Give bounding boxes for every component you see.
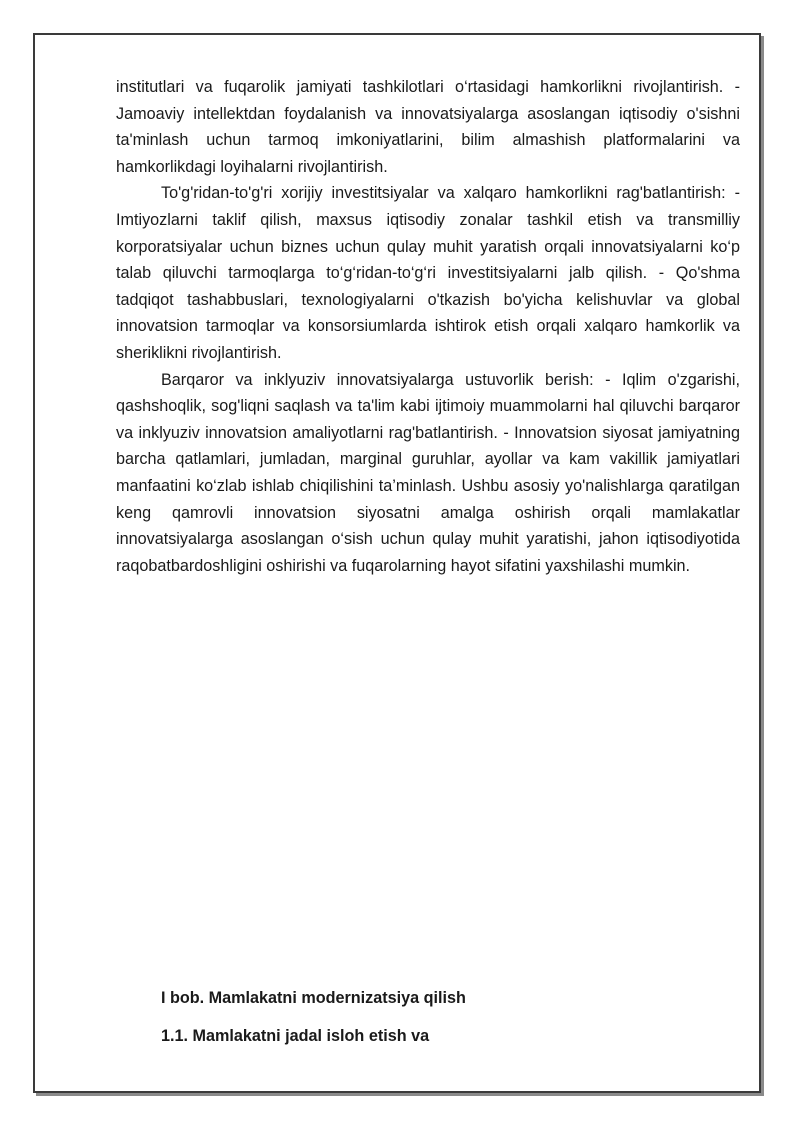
- section-heading: 1.1. Mamlakatni jadal isloh etish va: [161, 1027, 430, 1045]
- paragraph-2: To'g'ridan-to'g'ri xorijiy investitsiyalar va xalqaro hamkorlikni rag'batlantirish: - Imtiyozlarni taklif qilish, maxsus iqtisodiy zonalar tashkil etish va transmilliy korporatsiyalar uchun biznes uchun qulay muhit yaratish orqali innovatsiyalarni ko‘p talab qiluvchi tarmoqlarga to‘g‘ridan-to‘g‘ri investitsiyalarni jalb qilish. - Qo'shma tadqiqot tashabbuslari, texnologiyalarni o'tkazish bo'yicha kelishuvlar va global innovatsion tarmoqlar va konsorsiumlarda ishtirok etish orqali xalqaro hamkorlik va sheriklikni rivojlantirish.: [116, 184, 740, 362]
- body-text: [116, 74, 740, 579]
- paragraph-3: Barqaror va inklyuziv innovatsiyalarga ustuvorlik berish: - Iqlim o'zgarishi, qashshoqlik, sog'liqni saqlash va ta'lim kabi ijtimoiy muammolarni hal qiluvchi barqaror va inklyuziv innovatsion amaliyotlarni rag'batlantirish. - Innovatsion siyosat jamiyatning barcha qatlamlari, jumladan, marginal guruhlar, ayollar va kam vakillik jamiyatlari manfaatini ko‘zlab ishlab chiqilishini ta’minlash. Ushbu asosiy yo'nalishlarga qaratilgan keng qamrovli innovatsion siyosatni amalga oshirish orqali mamlakatlar innovatsiyalarga asoslangan o‘sish uchun qulay muhit yaratishi, jahon iqtisodiyotida raqobatbardoshligini oshirishi va fuqarolarning hayot sifatini yaxshilashi mumkin.: [116, 370, 740, 575]
- paragraph-1: institutlari va fuqarolik jamiyati tashkilotlari o‘rtasidagi hamkorlikni rivojlantirish. - Jamoaviy intellektdan foydalanish va innovatsiyalarga asoslangan iqtisodiy o'sishni ta'minlash uchun tarmoq imkoniyatlarini, bilim almashish platformalarini va hamkorlikdagi loyihalarni rivojlantirish.: [116, 78, 740, 176]
- chapter-heading: I bob. Mamlakatni modernizatsiya qilish: [161, 989, 466, 1007]
